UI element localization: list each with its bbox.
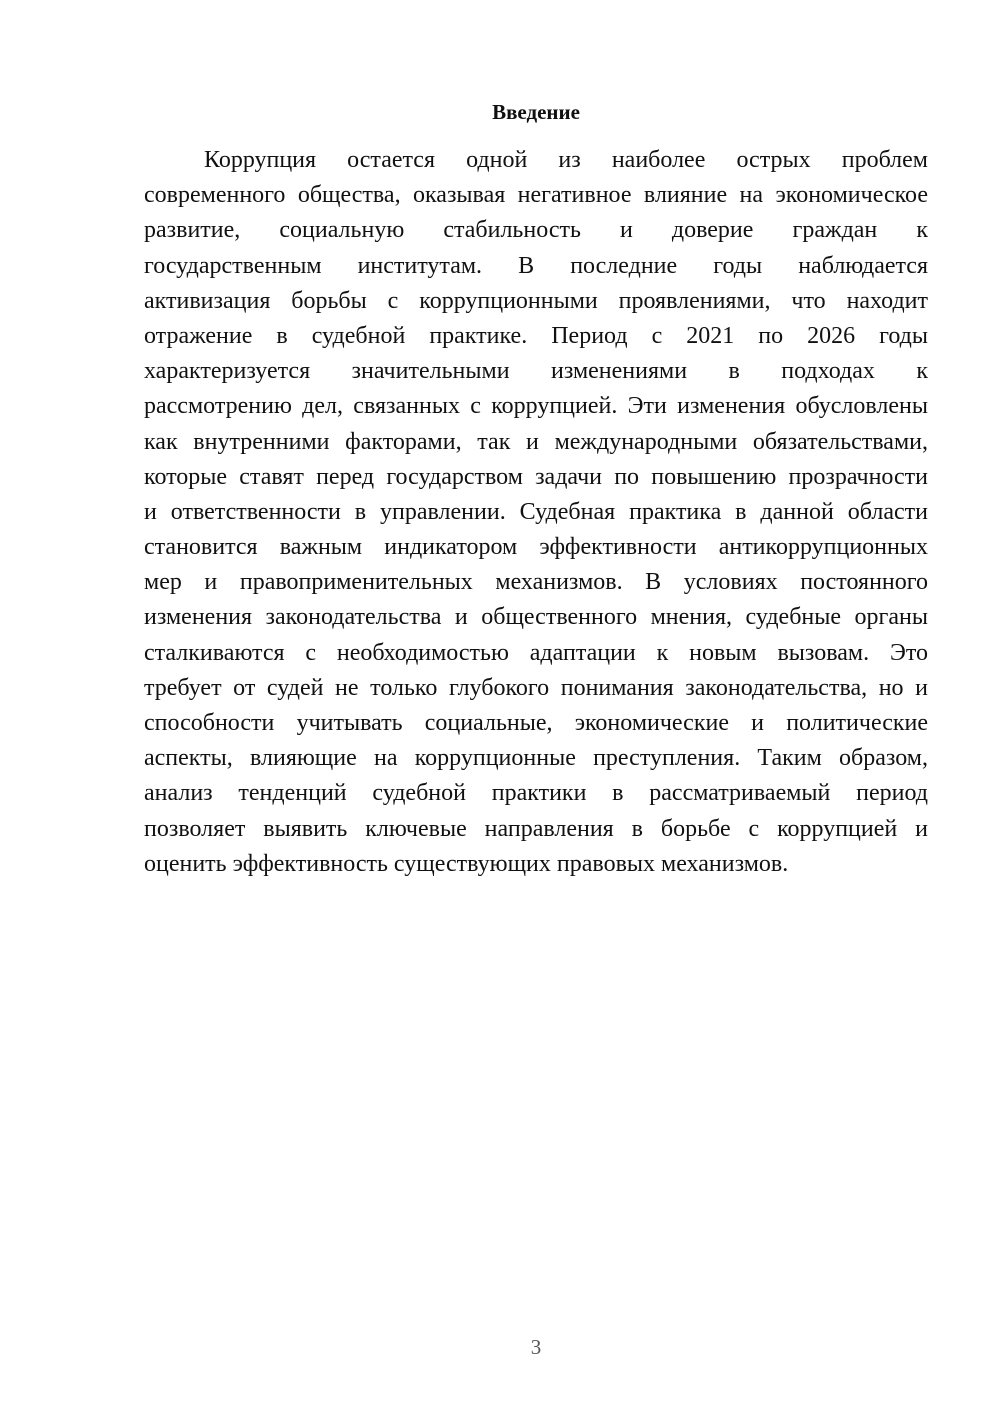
paragraph-line: требует от судей не только глубокого понимания законодательства, но и [144, 674, 928, 701]
paragraph-line: оценить эффективность существующих правовых механизмов. [144, 850, 789, 877]
paragraph-line: характеризуется значительными изменениями в подходах к [144, 358, 928, 385]
paragraph-line: развитие, социальную стабильность и доверие граждан к [144, 217, 928, 244]
paragraph-line: современного общества, оказывая негативное влияние на экономическое [144, 182, 928, 209]
paragraph-line: рассмотрению дел, связанных с коррупцией. Эти изменения обусловлены [144, 393, 928, 420]
paragraph-line: аспекты, влияющие на коррупционные преступления. Таким образом, [144, 745, 928, 772]
introduction-paragraph [144, 143, 928, 882]
paragraph-line: способности учитывать социальные, экономические и политические [144, 710, 928, 736]
paragraph-line: как внутренними факторами, так и международными обязательствами, [144, 428, 928, 455]
paragraph-line: мер и правоприменительных механизмов. В условиях постоянного [144, 569, 928, 596]
paragraph-line: государственным институтам. В последние годы наблюдается [144, 252, 928, 279]
paragraph-line: анализ тенденций судебной практики в рассматриваемый период [144, 780, 928, 807]
page-number: 3 [530, 1335, 542, 1359]
paragraph-line: изменения законодательства и общественного мнения, судебные органы [144, 604, 928, 631]
paragraph-line: которые ставят перед государством задачи по повышению прозрачности [144, 463, 928, 490]
paragraph-line: сталкиваются с необходимостью адаптации к новым вызовам. Это [144, 639, 928, 666]
paragraph-line: и ответственности в управлении. Судебная практика в данной области [144, 498, 928, 525]
paragraph-line: активизация борьбы с коррупционными проявлениями, что находит [144, 287, 928, 314]
section-heading: Введение [492, 100, 580, 124]
paragraph-line: позволяет выявить ключевые направления в борьбе с коррупцией и [144, 815, 928, 842]
paragraph-line: отражение в судебной практике. Период с 2021 по 2026 годы [144, 322, 928, 349]
paragraph-line: становится важным индикатором эффективности антикоррупционных [144, 534, 928, 561]
paragraph-line: Коррупция остается одной из наиболее острых проблем [204, 147, 928, 173]
